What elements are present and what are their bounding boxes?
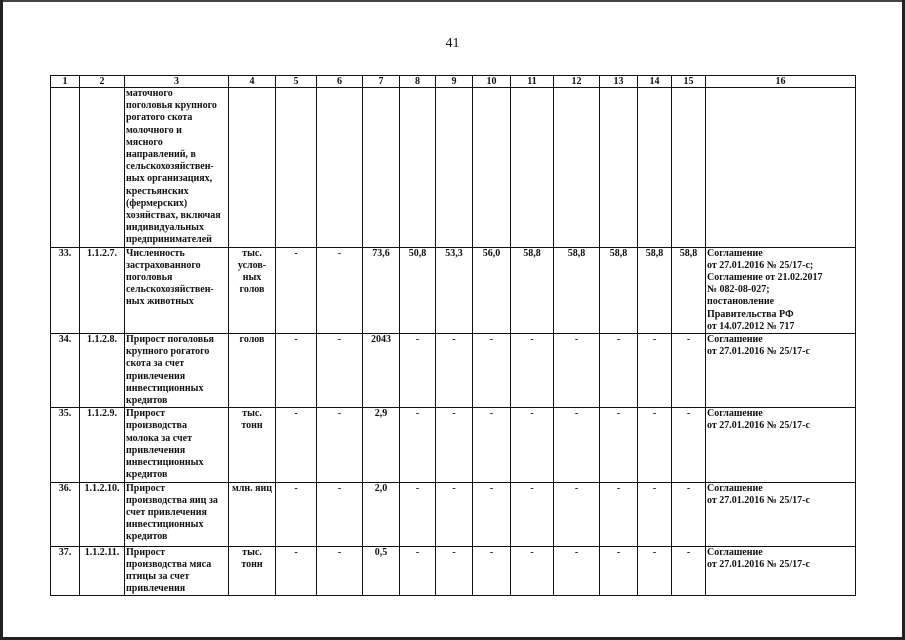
column-header: 2 xyxy=(80,76,125,88)
table-cell: - xyxy=(638,546,672,596)
table-cell: 1.1.2.7. xyxy=(80,247,125,333)
table-cell: 50,8 xyxy=(400,247,436,333)
table-cell: - xyxy=(400,546,436,596)
table-cell: тыс. тонн xyxy=(229,546,276,596)
table-cell: - xyxy=(276,334,317,408)
table-cell: - xyxy=(317,482,363,546)
table-cell: 34. xyxy=(51,334,80,408)
table-row xyxy=(51,247,856,333)
source-cell: Соглашение от 27.01.2016 № 25/17-с xyxy=(706,334,856,408)
table-cell: - xyxy=(473,334,511,408)
table-cell: - xyxy=(638,334,672,408)
table-cell: 1.1.2.11. xyxy=(80,546,125,596)
table-cell: 2,0 xyxy=(363,482,400,546)
table-cell: - xyxy=(317,408,363,482)
indicator-name-cell: Прирост производства яиц за счет привлечения инвестиционных кредитов xyxy=(125,482,229,546)
table-cell xyxy=(363,88,400,248)
column-header: 5 xyxy=(276,76,317,88)
source-cell: Соглашение от 27.01.2016 № 25/17-с xyxy=(706,482,856,546)
table-cell: - xyxy=(400,334,436,408)
table-cell: - xyxy=(276,482,317,546)
table-cell: - xyxy=(473,408,511,482)
column-header: 7 xyxy=(363,76,400,88)
table-cell: - xyxy=(600,482,638,546)
indicator-name-cell: Прирост производства мяса птицы за счет привлечения xyxy=(125,546,229,596)
table-cell: - xyxy=(436,408,473,482)
table-cell: - xyxy=(554,482,600,546)
table-cell: - xyxy=(672,408,706,482)
table-cell: млн. яиц xyxy=(229,482,276,546)
indicator-name-cell: Прирост поголовья крупного рогатого скота за счет привлечения инвестиционных кредитов xyxy=(125,334,229,408)
table-cell: 1.1.2.9. xyxy=(80,408,125,482)
source-cell: Соглашение от 27.01.2016 № 25/17-с xyxy=(706,408,856,482)
indicator-name-cell: Прирост производства молока за счет привлечения инвестиционных кредитов xyxy=(125,408,229,482)
table-cell: - xyxy=(436,334,473,408)
table-cell: - xyxy=(554,546,600,596)
indicator-name-cell: маточного поголовья крупного рогатого скота молочного и мясного направлений, в сельскохозяйствен- ных организациях, крестьянских (фермерских) хозяйствах, включая индивидуальных предпринимателей xyxy=(125,88,229,248)
column-header: 16 xyxy=(706,76,856,88)
table-cell: 36. xyxy=(51,482,80,546)
column-header: 13 xyxy=(600,76,638,88)
column-header: 9 xyxy=(436,76,473,88)
table-cell: голов xyxy=(229,334,276,408)
table-cell: 73,6 xyxy=(363,247,400,333)
table-cell: - xyxy=(436,546,473,596)
table-cell: - xyxy=(436,482,473,546)
table-cell: - xyxy=(473,482,511,546)
column-header: 14 xyxy=(638,76,672,88)
table-cell xyxy=(554,88,600,248)
table-cell: 58,8 xyxy=(638,247,672,333)
column-header: 11 xyxy=(511,76,554,88)
table-cell: 58,8 xyxy=(554,247,600,333)
table-cell: тыс. услов- ных голов xyxy=(229,247,276,333)
table-cell: 2043 xyxy=(363,334,400,408)
table-cell xyxy=(473,88,511,248)
table-cell: 58,8 xyxy=(600,247,638,333)
table-cell: 0,5 xyxy=(363,546,400,596)
table-cell xyxy=(511,88,554,248)
source-cell: Соглашение от 27.01.2016 № 25/17-с; Соглашение от 21.02.2017 № 082-08-027; постановление Правительства РФ от 14.07.2012 № 717 xyxy=(706,247,856,333)
table-cell: - xyxy=(511,334,554,408)
table-cell: - xyxy=(400,482,436,546)
table-cell: - xyxy=(511,482,554,546)
table-cell: - xyxy=(554,408,600,482)
page-edge-left xyxy=(0,0,3,640)
table-cell: - xyxy=(511,546,554,596)
table-cell: - xyxy=(638,482,672,546)
table-row xyxy=(51,334,856,408)
column-header: 1 xyxy=(51,76,80,88)
column-header: 10 xyxy=(473,76,511,88)
column-header: 12 xyxy=(554,76,600,88)
table-row xyxy=(51,88,856,248)
table-cell: - xyxy=(600,546,638,596)
table-cell xyxy=(436,88,473,248)
table-cell: 1.1.2.8. xyxy=(80,334,125,408)
table-cell: - xyxy=(672,334,706,408)
table-cell: - xyxy=(600,408,638,482)
table-cell xyxy=(276,88,317,248)
table-cell xyxy=(229,88,276,248)
table-cell: - xyxy=(400,408,436,482)
table-cell xyxy=(600,88,638,248)
indicators-table xyxy=(50,75,856,596)
table-cell: - xyxy=(317,334,363,408)
table-cell: 2,9 xyxy=(363,408,400,482)
table-cell: 1.1.2.10. xyxy=(80,482,125,546)
table-cell: 53,3 xyxy=(436,247,473,333)
header-row xyxy=(51,76,856,88)
table-row xyxy=(51,546,856,596)
table-cell: 37. xyxy=(51,546,80,596)
page-number: 41 xyxy=(445,36,460,51)
table-cell: - xyxy=(600,334,638,408)
table-cell: - xyxy=(672,546,706,596)
indicator-name-cell: Численность застрахованного поголовья сельскохозяйствен- ных животных xyxy=(125,247,229,333)
table-cell xyxy=(400,88,436,248)
table-row xyxy=(51,482,856,546)
table-body xyxy=(51,88,856,596)
page-edge-top xyxy=(0,0,905,2)
table-cell xyxy=(317,88,363,248)
column-header: 6 xyxy=(317,76,363,88)
table-cell: - xyxy=(638,408,672,482)
column-header: 3 xyxy=(125,76,229,88)
column-header: 4 xyxy=(229,76,276,88)
table-cell: 58,8 xyxy=(511,247,554,333)
table-cell: 35. xyxy=(51,408,80,482)
table-cell: - xyxy=(511,408,554,482)
table-cell: - xyxy=(473,546,511,596)
table-cell: - xyxy=(276,247,317,333)
table-cell xyxy=(672,88,706,248)
table-cell xyxy=(80,88,125,248)
table-cell: - xyxy=(276,546,317,596)
table-cell: 56,0 xyxy=(473,247,511,333)
table-cell: 33. xyxy=(51,247,80,333)
table-cell: - xyxy=(317,546,363,596)
table-cell xyxy=(51,88,80,248)
table-row xyxy=(51,408,856,482)
table-cell: 58,8 xyxy=(672,247,706,333)
table-cell: - xyxy=(276,408,317,482)
column-header: 8 xyxy=(400,76,436,88)
table-cell: - xyxy=(554,334,600,408)
table-cell xyxy=(638,88,672,248)
column-header: 15 xyxy=(672,76,706,88)
source-cell: Соглашение от 27.01.2016 № 25/17-с xyxy=(706,546,856,596)
table-cell: - xyxy=(672,482,706,546)
table-cell: тыс. тонн xyxy=(229,408,276,482)
table-cell: - xyxy=(317,247,363,333)
source-cell xyxy=(706,88,856,248)
